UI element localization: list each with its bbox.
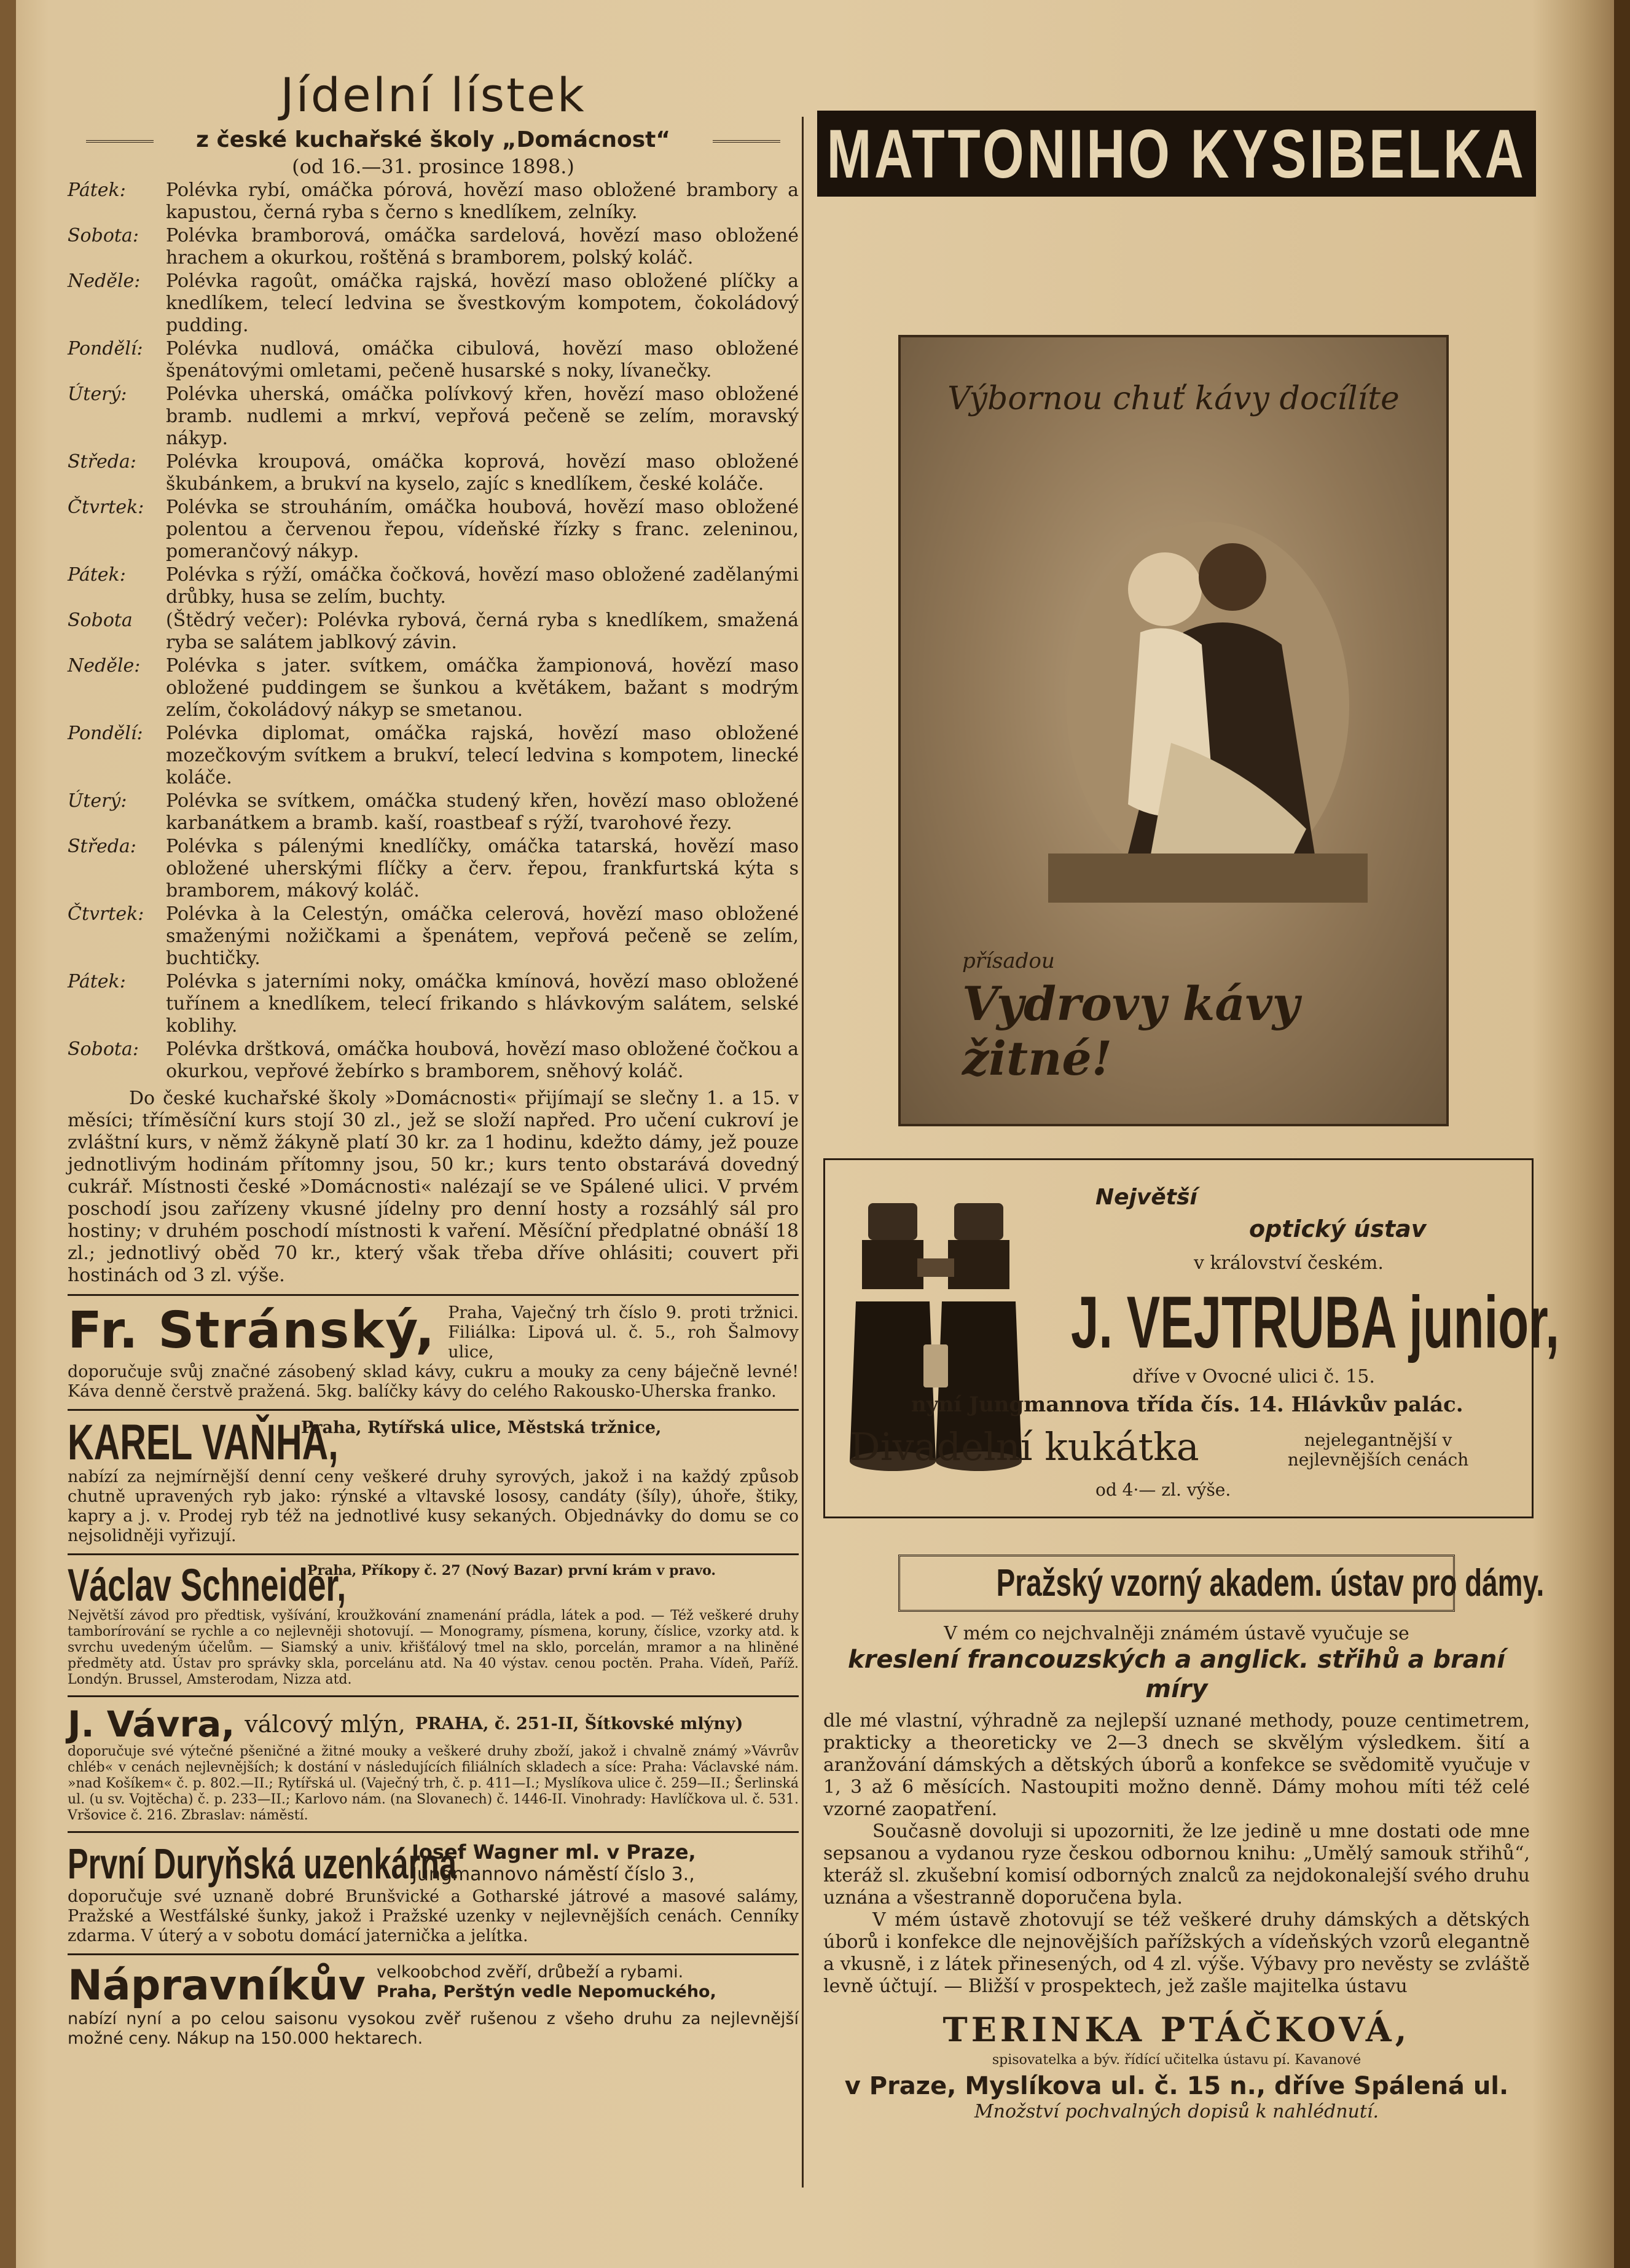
menu-text: Polévka diplomat, omáčka rajská, hovězí maso obložené mozečkovým svítkem a brukví, telecí ledvina s kompotem, linecké koláče. [166, 723, 799, 788]
vanha-address: Praha, Rytířská ulice, Městská tržnice, [301, 1418, 662, 1437]
vanha-body: nabízí za nejmírnější denní ceny veškeré druhy syrových, jakož i na každý způsob chutně upravených ryb jako: rýnské a vltavské lososy, candáty (šíly), úhoře, štiky, kapry a j. v. Prodej ryb též na jednotlivé kusy sekaných. Objednávky do domu se co nejsolidněji vyřizují. [68, 1467, 799, 1545]
duryn-body: doporučuje své uznaně dobré Brunšvické a Gotharské játrové a masové salámy, Pražské a Westfálské šunky, jakož i Pražské uzenky v nejlevnějších cenách. Cenníky zdarma. V úterý a v sobotu domácí jaternička a jelítka. [68, 1887, 799, 1945]
menu-day: Sobota [68, 610, 133, 631]
menu-text: (Štědrý večer): Polévka rybová, černá ryba s knedlíkem, smažená ryba se salátem jablkový závin. [166, 610, 799, 653]
divider [68, 1831, 799, 1833]
akademie-title-box [898, 1555, 1545, 1612]
menu-text: Polévka s rýží, omáčka čočková, hovězí maso obložené zadělanými drůbky, husa se zelím, buchty. [166, 564, 799, 608]
coffee-poster [898, 335, 1449, 1126]
menu-item [68, 496, 799, 563]
menu-period: (od 16.—31. prosince 1898.) [292, 155, 574, 178]
akademie-paragraph-3: V mém ústavě zhotovují se též veškeré druhy dámských a dětských úborů i konfekce dle nejnovějších pařížských a vídeňských vzorů elegantně a vkusně, i z látek přinesených, od 4 zl. výše. Výbavy pro nevěsty se zvláště levně účtují. — Bližší v prospektech, jež zašle majitelka ústavu [823, 1909, 1530, 1997]
menu-day: Úterý: [68, 790, 127, 812]
menu-item [68, 903, 799, 970]
menu-day: Pátek: [68, 971, 126, 992]
menu-item [68, 270, 799, 337]
menu-item [68, 179, 799, 224]
menu-text: Polévka kroupová, omáčka koprová, hovězí maso obložené škubánkem, a brukví na kyselo, zajíc s knedlíkem, české koláče. [166, 451, 799, 495]
menu-title: Jídelní lístek [280, 68, 586, 122]
ad-schneider [68, 1560, 799, 1688]
menu-day: Sobota: [68, 225, 139, 246]
menu-item [68, 971, 799, 1037]
menu-text: Polévka uherská, omáčka polívkový křen, hovězí maso obložené bramb. nudlemi a mrkví, vepřová pečeně se zelím, moravský nákyp. [166, 383, 799, 449]
menu-item [68, 338, 799, 382]
menu-day: Úterý: [68, 383, 127, 405]
mattoni-banner [817, 111, 1536, 197]
divider [68, 1953, 799, 1955]
menu-day: Neděle: [68, 270, 141, 292]
akademie-footer: Množství pochvalných dopisů k nahlédnutí. [974, 2101, 1379, 2122]
ad-akademie [823, 1555, 1545, 2123]
menu-item [68, 383, 799, 450]
duryn-address: Jungmannovo náměstí číslo 3., [412, 1864, 695, 1885]
menu-subtitle: z české kuchařské školy „Domácnost“ [68, 127, 799, 152]
menu-item [68, 1038, 799, 1083]
stransky-name: Fr. Stránský, [68, 1301, 436, 1360]
ad-stransky [68, 1303, 799, 1402]
optik-title2: optický ústav [1249, 1215, 1427, 1242]
napravnik-name: Nápravníkův [68, 1961, 366, 2010]
menu-item [68, 610, 799, 654]
schneider-body: Největší závod pro předtisk, vyšívání, kroužkování znamenání prádla, látek a pod. — Též veškeré druhy tamborírování se rychle a co nejlevněji shotovují. — Monogramy, písmena, koruny, číslice, vzorky atd. k svrchu uvedeným účelům. — Siamský a univ. křišťálový tmel na sklo, porcelán, mramor a na hliněné předměty atd. Ústav pro správky skla, porcelánu atd. Na 40 výstav. cenou poctěn. Praha. Vídeň, Paříž. Londýn. Brussel, Amsterodam, Nizza atd. [68, 1608, 799, 1687]
akademie-title: Pražský vzorný akadem. ústav pro dámy. [996, 1562, 1545, 1604]
optik-former-address: dříve v Ovocné ulici č. 15. [1132, 1366, 1375, 1387]
ad-duryn [68, 1840, 799, 1946]
optik-price: od 4·— zl. výše. [1095, 1480, 1231, 1500]
page-edge-left [0, 0, 16, 2268]
menu-item [68, 451, 799, 495]
ad-napravnik [68, 1963, 799, 2049]
vavra-address: PRAHA, č. 251-II, Šítkovské mlýny) [415, 1714, 743, 1733]
menu-text: Polévka ragoût, omáčka rajská, hovězí maso obložené plíčky a knedlíkem, telecí ledvina se švestkovým kompotem, čokoládový pudding. [166, 270, 799, 336]
menu-text: Polévka s jater. svítkem, omáčka žampionová, hovězí maso obložené puddingem se šunkou a květákem, bažant s modrým zelím, čokoládový nákyp se smetanou. [166, 655, 799, 721]
optik-name: J. VEJTRUBA junior, [1071, 1281, 1559, 1364]
akademie-address: v Praze, Myslíkova ul. č. 15 n., dříve Spálená ul. [844, 2072, 1509, 2100]
optik-product: Divadelní kukátka [850, 1424, 1199, 1469]
menu-text: Polévka à la Celestýn, omáčka celerová, hovězí maso obložené smaženými nožičkami a špenátem, vepřová pečeně se zelím, buchtičky. [166, 903, 799, 969]
akademie-owner: TERINKA PTÁČKOVÁ, [942, 2010, 1411, 2049]
napravnik-line1: velkoobchod zvěří, drůbeží a rybami. [376, 1963, 684, 1982]
menu-day: Pátek: [68, 564, 126, 586]
page-edge-right [1614, 0, 1630, 2268]
divider [68, 1294, 799, 1296]
menu-day: Sobota: [68, 1038, 139, 1060]
menu-text: Polévka rybí, omáčka pórová, hovězí maso obložené brambory a kapustou, černá ryba s černo s knedlíkem, zelníky. [166, 179, 799, 223]
menu-item [68, 564, 799, 608]
menu-text: Polévka se strouháním, omáčka houbová, hovězí maso obložené polentou a červenou řepou, vídeňské řízky s franc. zeleninou, pomerančový nákyp. [166, 496, 799, 562]
menu-text: Polévka s jaterními noky, omáčka kmínová, hovězí maso obložené tuřínem a knedlíkem, telecí frikando s hlávkovým salátem, selské koblihy. [166, 971, 799, 1037]
menu-text: Polévka drštková, omáčka houbová, hovězí maso obložené čočkou a okurkou, vepřové žebírko s bramborem, sněhový koláč. [166, 1038, 799, 1082]
menu-day: Pondělí: [68, 723, 143, 744]
divider [68, 1553, 799, 1555]
menu-day: Čtvrtek: [68, 903, 144, 925]
optik-title1: Největší [1095, 1185, 1197, 1210]
menu-day: Neděle: [68, 655, 141, 677]
ad-vavra [68, 1705, 799, 1824]
duryn-owner: Josef Wagner ml. v Praze, [412, 1840, 696, 1864]
akademie-headline: kreslení francouzských a anglick. střihů a braní míry [848, 1646, 1505, 1703]
divider [68, 1695, 799, 1697]
menu-text: Polévka nudlová, omáčka cibulová, hovězí maso obložené špenátovými omletami, pečeně husarské s noky, lívanečky. [166, 338, 799, 382]
mother-child-illustration [1048, 485, 1368, 903]
napravnik-line2: Praha, Perštýn vedle Nepomuckého, [376, 1982, 716, 2001]
stransky-body: doporučuje svůj značné zásobený sklad kávy, cukru a mouky za ceny báječně levné! Káva denně čerstvě pražená. 5kg. balíčky kávy do celého Rakousko-Uherska franko. [68, 1362, 799, 1401]
optik-kingdom: v království českém. [1194, 1252, 1384, 1274]
menu-item [68, 655, 799, 721]
menu-day: Středa: [68, 836, 136, 857]
menu-text: Polévka bramborová, omáčka sardelová, hovězí maso obložené hrachem a okurkou, roštěná s bramborem, polský koláč. [166, 225, 799, 269]
divider [68, 1409, 799, 1411]
mattoni-banner-text: MATTONIHO KYSIBELKA [826, 115, 1527, 192]
schneider-address: Praha, Příkopy č. 27 (Nový Bazar) první krám v pravo. [307, 1563, 716, 1579]
menu-item [68, 723, 799, 789]
akademie-paragraph-1: dle mé vlastní, výhradně za nejlepší uznané methody, pouze centimetrem, prakticky a theoreticky ve 2—3 dnech se skvělým výsledkem. šití a aranžování dámských a dětských úborů a konfekce se svědomitě vyučuje v 1, 3 až 6 měsících. Nastoupiti možno denně. Dámy mohou míti též celé vzorné zaopatření. [823, 1710, 1530, 1820]
menu-day: Pondělí: [68, 338, 143, 359]
optik-address: nyní Jungmannova třída čís. 14. Hlávkův palác. [911, 1392, 1463, 1417]
menu-item [68, 836, 799, 902]
schneider-name: Václav Schneider, [68, 1560, 347, 1611]
menu-text: Polévka s pálenými knedlíčky, omáčka tatarská, hovězí maso obložené uherskými flíčky a červ. řepou, frankfurtská kýta s bramborem, mákový koláč. [166, 836, 799, 901]
optik-product-note: nejelegantnější v nejlevnějších cenách [1287, 1430, 1469, 1470]
menu-list [68, 179, 799, 1083]
ad-optik-vejtruba [823, 1158, 1559, 1518]
column-divider [802, 117, 804, 2188]
vavra-body: doporučuje své výtečné pšeničné a žitné mouky a veškeré druhy zboží, jakož i chvalně známý »Vávrův chléb« v cenách nejlevnějších; k dostání v následujících filiálních skladech a síce: Praha: Václavské nám. »nad Košíkem« č. p. 802.—II.; Rytířská ul. (Vaječný trh, č. p. 411—I.; Myslíkova ulice č. 259—II.; Šerlinská ul. (u sv. Vojtěcha) č. p. 233—II.; Karlovo nám. (na Slovanech) č. 1446-II. Vinohrady: Havlíčkova ul. č. 531. Vršovice č. 216. Zbraslav: náměstí. [68, 1744, 799, 1823]
menu-item [68, 225, 799, 269]
vavra-name: J. Vávra, [68, 1703, 235, 1745]
poster-caption-middle: přísadou [962, 949, 1055, 973]
vanha-name: KAREL VAŇHA, [68, 1415, 339, 1470]
napravnik-body: nabízí nyní a po celou saisonu vysokou zvěř rušenou z všeho druhu za nejlevnější možné ceny. Nákup na 150.000 hektarech. [68, 2009, 799, 2048]
vavra-type: válcový mlýn, [245, 1711, 406, 1738]
poster-caption-top: Výbornou chuť kávy docílíte [947, 380, 1400, 417]
akademie-owner-title: spisovatelka a býv. řídící učitelka ústavu pí. Kavanové [992, 2052, 1362, 2068]
menu-item [68, 790, 799, 834]
poster-caption-bottom: Vydrovy kávy žitné! [962, 976, 1299, 1086]
menu-day: Středa: [68, 451, 136, 473]
menu-text: Polévka se svítkem, omáčka studený křen, hovězí maso obložené karbanátkem a bramb. kaší, roastbeaf s rýží, tvarohové řezy. [166, 790, 799, 834]
menu-day: Pátek: [68, 179, 126, 201]
akademie-paragraph-2: Současně dovoluji si upozorniti, že lze jedině u mne dostati ode mne sepsanou a vydanou ryze českou odbornou knihu: „Umělý samouk střihů“, kteráž sl. zkušební komisí odborných znalců za nejdokonalejší svého druhu uznána a všestranně doporučena byla. [823, 1821, 1530, 1909]
akademie-intro: V mém co nejchvalněji známém ústavě vyučuje se [944, 1623, 1409, 1644]
ad-vanha [68, 1415, 799, 1546]
stransky-address: Praha, Vaječný trh číslo 9. proti tržnici. Filiálka: Lipová ul. č. 5., roh Šalmovy ulice, [448, 1303, 799, 1362]
left-column [68, 61, 799, 2049]
menu-day: Čtvrtek: [68, 496, 144, 518]
menu-note: Do české kuchařské školy »Domácnosti« přijímají se slečny 1. a 15. v měsíci; tříměsíční kurs stojí 30 zl., jež se složí napřed. Pro učení cukroví je zvláštní kurs, v němž žákyně platí 30 kr. za 1 hodinu, kdežto dámy, jež pouze jednotlivým hodinám přítomny jsou, 50 kr.; kurs tento obstarává dovedný cukrář. Místnosti české »Domácnosti« nalézají se ve Spálené ulici. V prvém poschodí jsou zařízeny vkusné jídelny pro denní hosty a rozsáhlý sál pro hostiny; v druhém poschodí místnosti k vaření. Měsíční předplatné obnáší 18 zl.; jednotlivý oběd 70 kr., který však třeba dříve ohlásiti; couvert při hostinách od 3 zl. výše. [68, 1088, 799, 1286]
duryn-name: První Duryňská uzenkárna [68, 1840, 457, 1888]
